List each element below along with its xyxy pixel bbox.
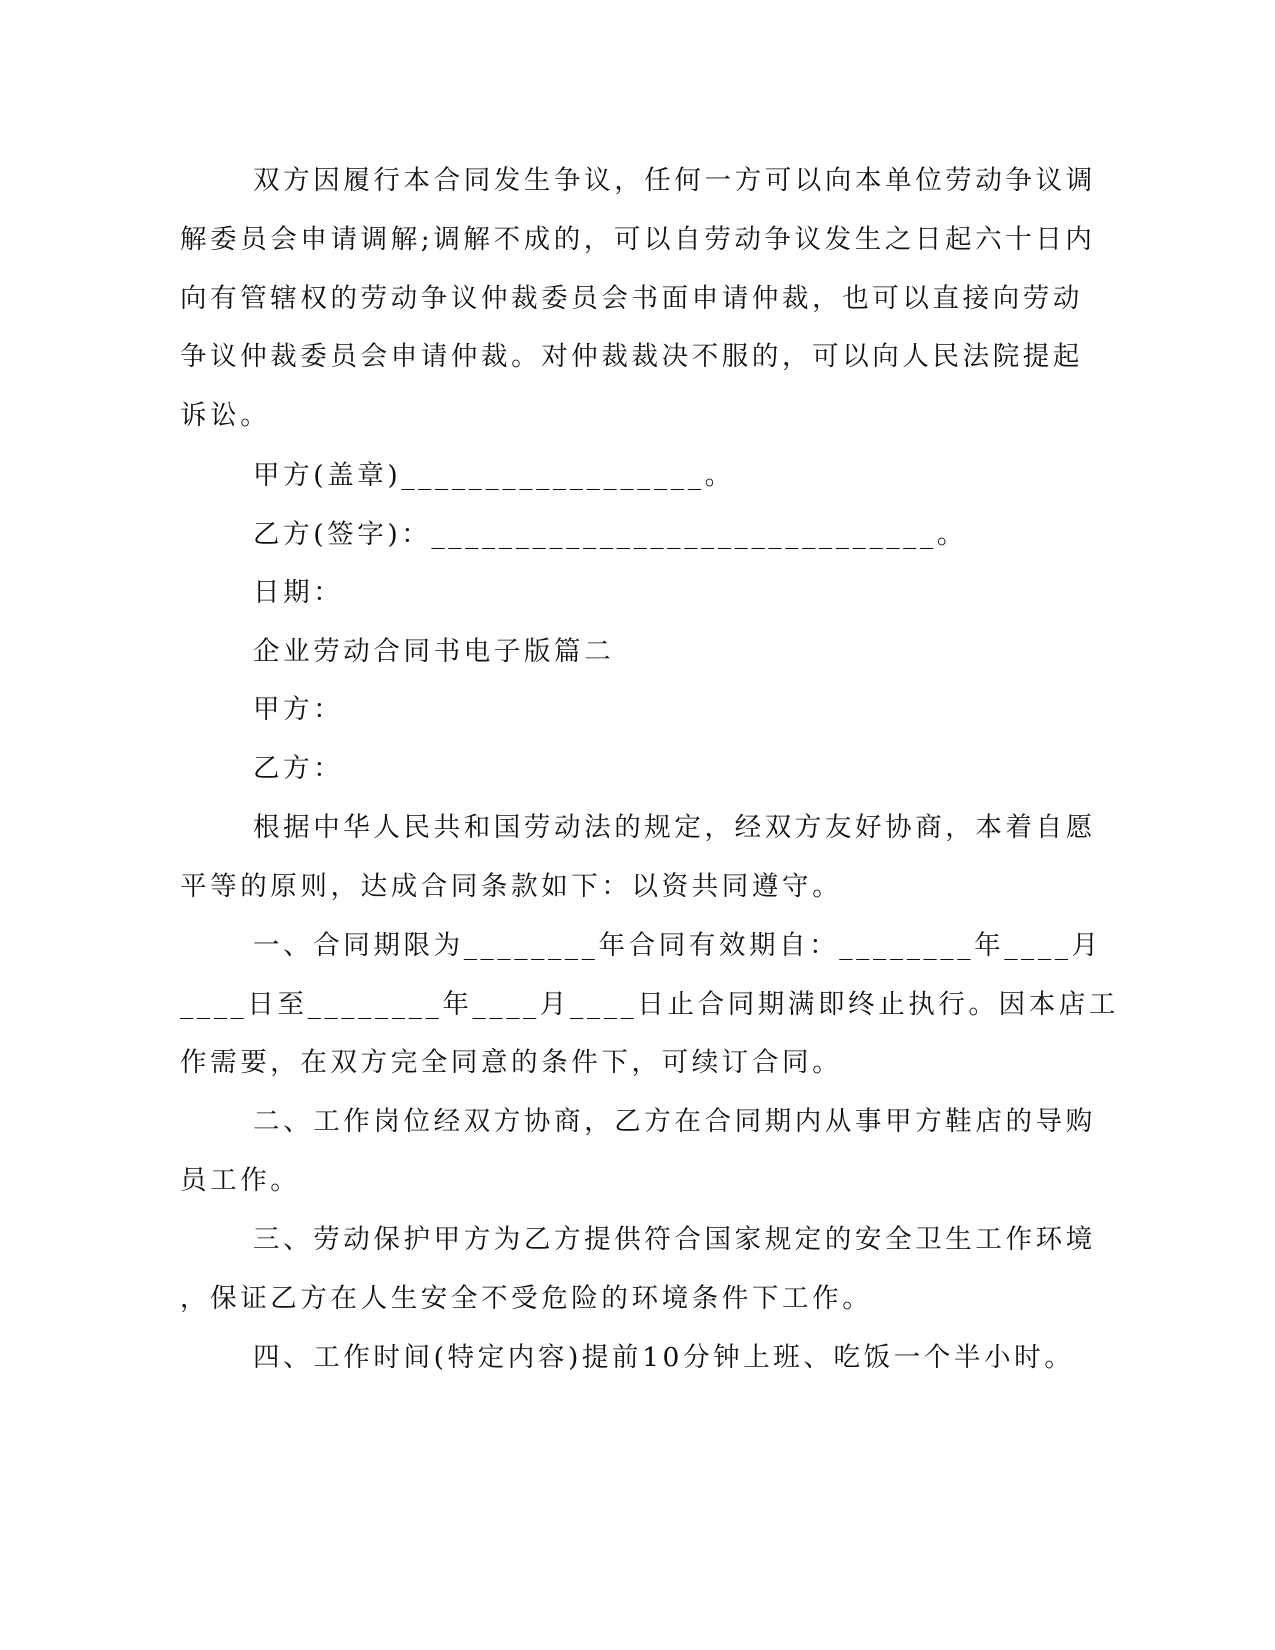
text-line: 争议仲裁委员会申请仲裁。对仲裁裁决不服的，可以向人民法院提起 (180, 341, 1083, 372)
text-line: 员工作。 (180, 1165, 301, 1196)
text-line: 平等的原则，达成合同条款如下：以资共同遵守。 (180, 871, 843, 902)
section-heading: 企业劳动合同书电子版篇二 (253, 636, 615, 667)
text-line: 向有管辖权的劳动争议仲裁委员会书面申请仲裁，也可以直接向劳动 (180, 283, 1083, 314)
text-line: 解委员会申请调解;调解不成的，可以自劳动争议发生之日起六十日内 (180, 224, 1096, 255)
text-line: 三、劳动保护甲方为乙方提供符合国家规定的安全卫生工作环境 (253, 1224, 1096, 1255)
text-line: 作需要，在双方完全同意的条件下，可续订合同。 (180, 1047, 843, 1078)
text-line: 诉讼。 (180, 400, 271, 431)
text-line: 一、合同期限为________年合同有效期自：________年____月 (253, 930, 1102, 961)
party-a-line: 甲方： (253, 694, 344, 725)
text-line: ____日至________年____月____日止合同期满即终止执行。因本店工 (180, 989, 1119, 1020)
text-line: 根据中华人民共和国劳动法的规定，经双方友好协商，本着自愿 (253, 812, 1096, 843)
text-line: 二、工作岗位经双方协商，乙方在合同期内从事甲方鞋店的导购 (253, 1106, 1096, 1137)
signature-line-party-b: 乙方(签字)：______________________________。 (253, 519, 967, 550)
text-line: ，保证乙方在人生安全不受危险的环境条件下工作。 (180, 1283, 873, 1314)
party-b-line: 乙方： (253, 753, 344, 784)
text-line: 四、工作时间(特定内容)提前10分钟上班、吃饭一个半小时。 (253, 1342, 1075, 1373)
text-line: 双方因履行本合同发生争议，任何一方可以向本单位劳动争议调 (253, 165, 1096, 196)
signature-line-party-a: 甲方(盖章)__________________。 (253, 460, 735, 491)
date-line: 日期： (253, 577, 344, 608)
